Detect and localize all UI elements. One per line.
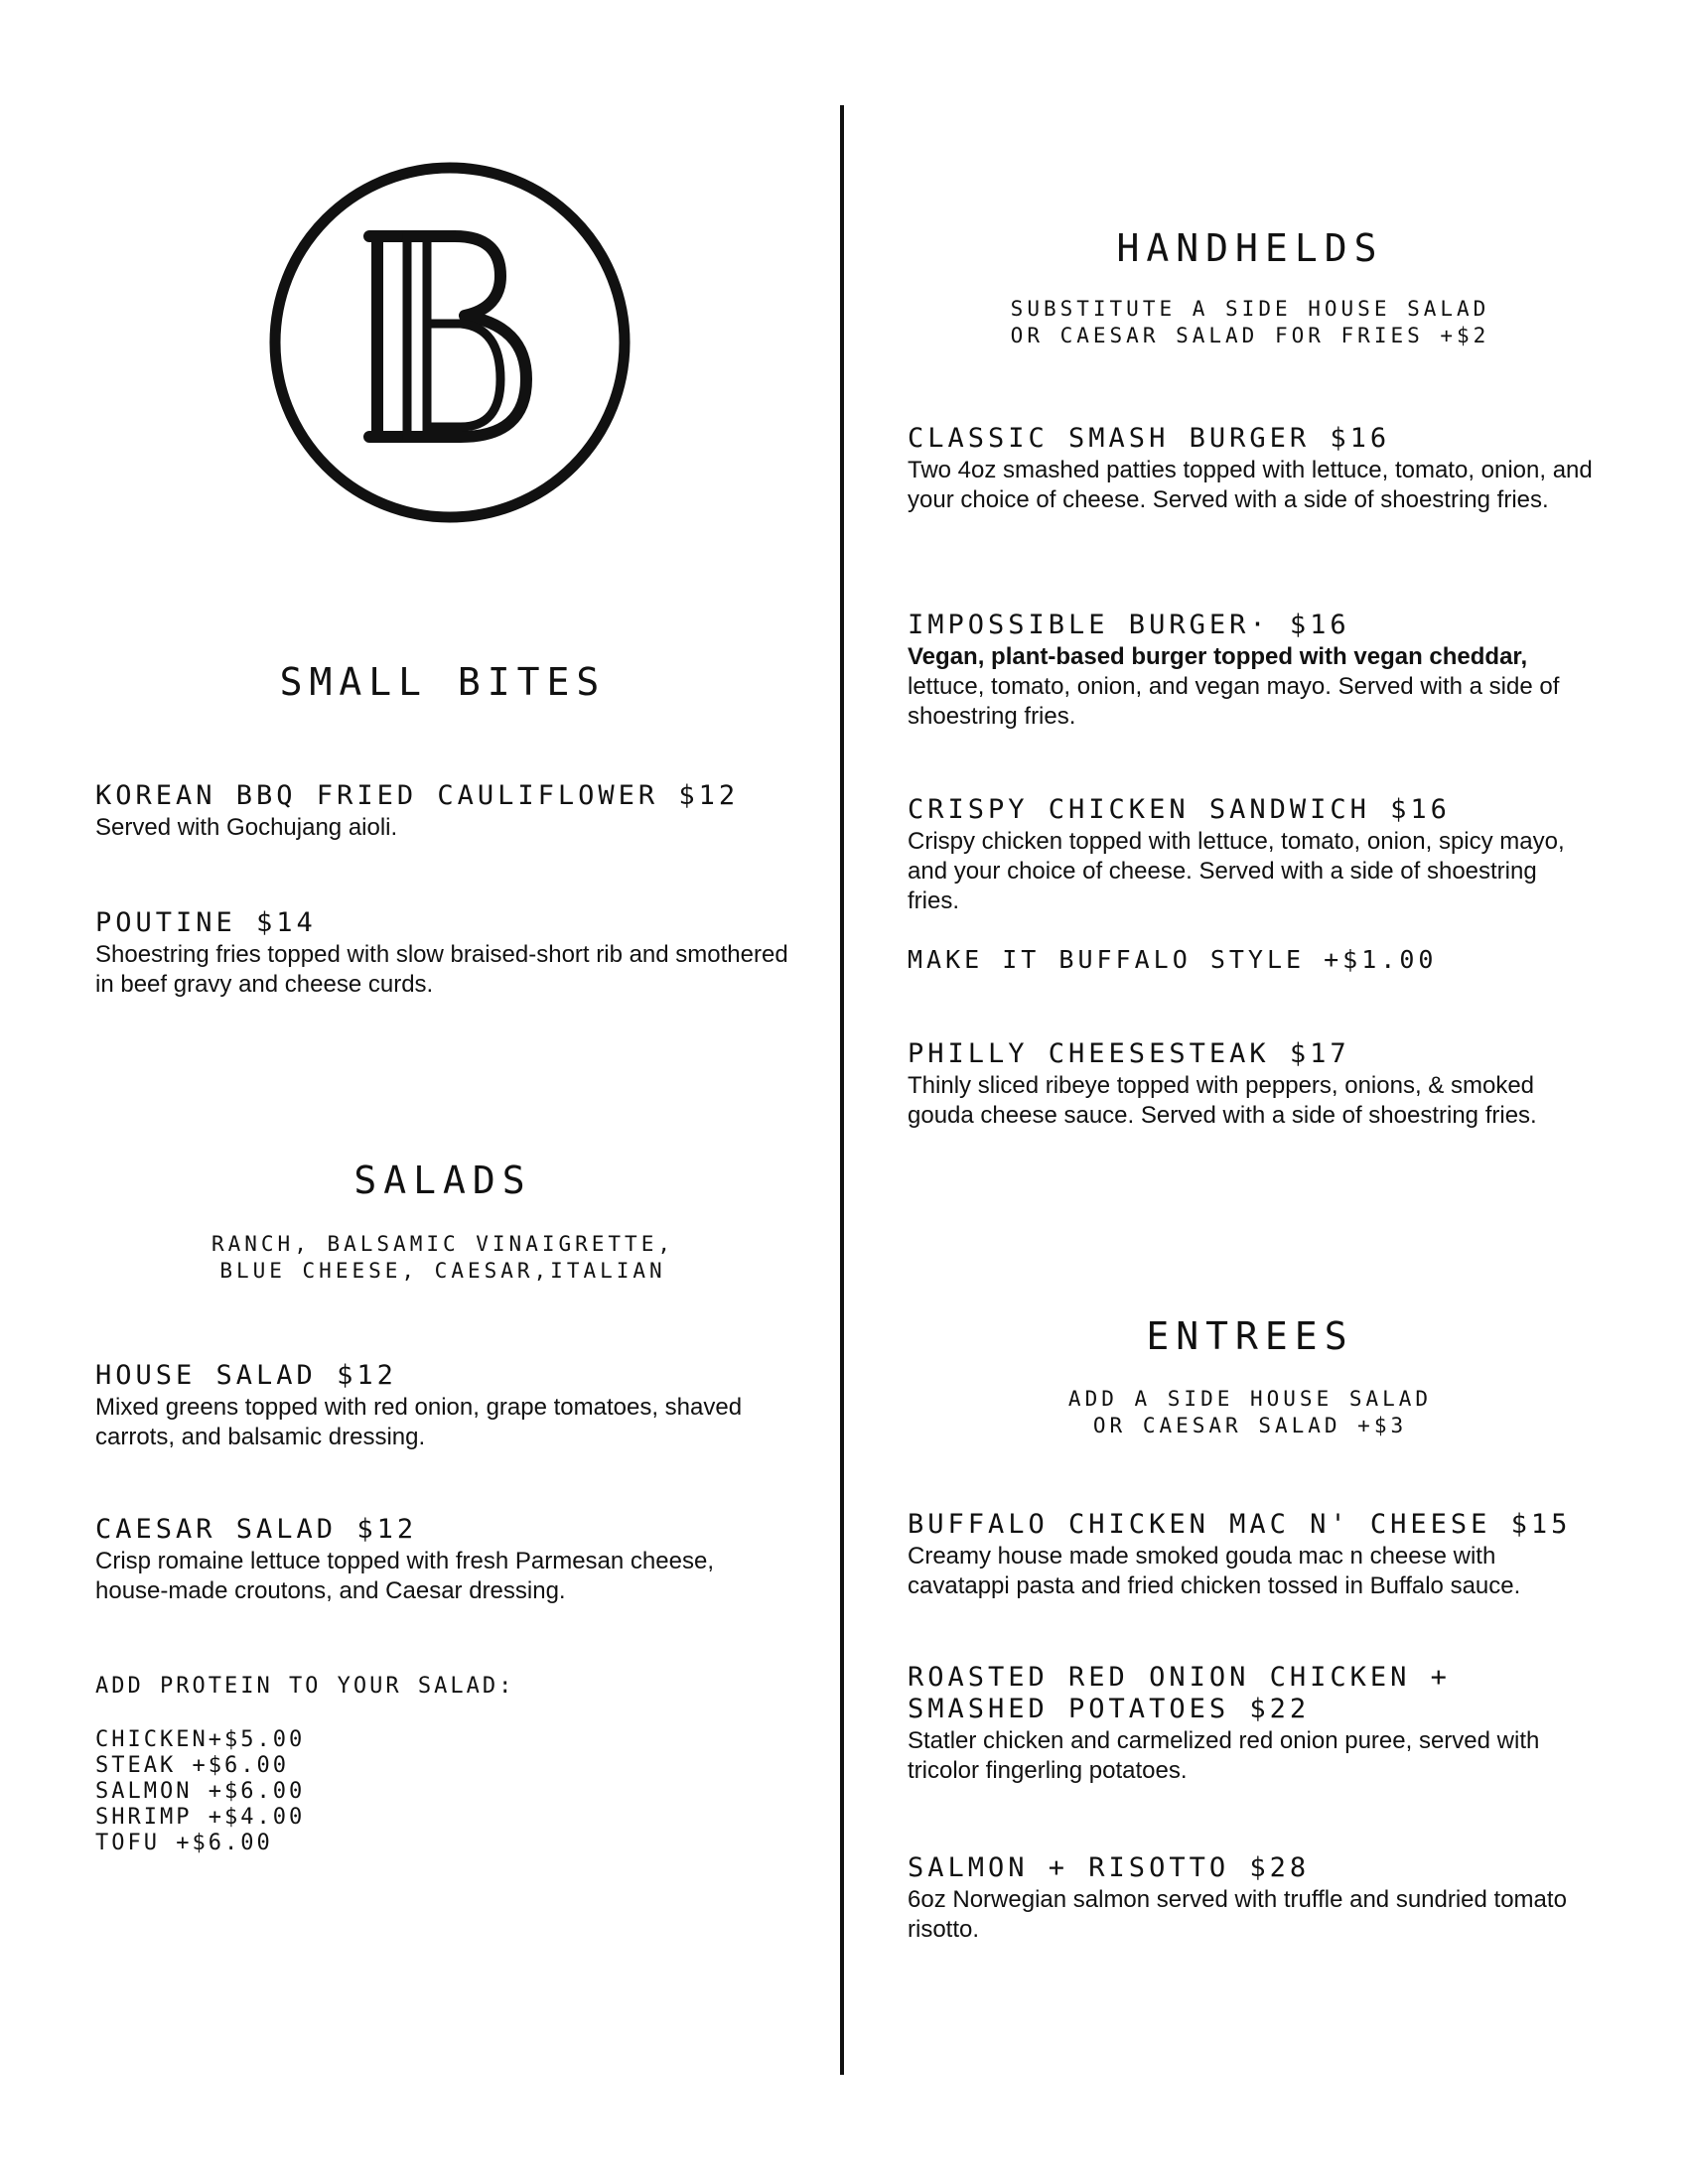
menu-item — [908, 610, 1593, 732]
b-monogram-logo — [266, 159, 633, 526]
handhelds-note-line: SUBSTITUTE A SIDE HOUSE SALAD — [1010, 297, 1490, 321]
protein-option: CHICKEN+$5.00 — [95, 1727, 306, 1752]
buffalo-style-option: MAKE IT BUFFALO STYLE +$1.00 — [908, 945, 1438, 974]
menu-item — [908, 1038, 1593, 1131]
item-description: Mixed greens topped with red onion, grape tomatoes, shaved carrots, and balsamic dressing. — [95, 1394, 743, 1450]
protein-option: SHRIMP +$4.00 — [95, 1805, 306, 1830]
item-description: Crispy chicken topped with lettuce, tomato, onion, spicy mayo, and your choice of cheese. Served with a side of shoestring fries. — [908, 828, 1565, 914]
handhelds-note — [908, 296, 1593, 349]
item-name: BUFFALO CHICKEN MAC N' CHEESE $15 — [908, 1509, 1572, 1540]
item-description: Creamy house made smoked gouda mac n cheese with cavatappi pasta and fried chicken tossed in Buffalo sauce. — [908, 1543, 1521, 1599]
menu-item — [95, 907, 790, 1000]
item-description: Statler chicken and carmelized red onion puree, served with tricolor fingerling potatoes. — [908, 1727, 1540, 1784]
item-name: ROASTED RED ONION CHICKEN + — [908, 1662, 1451, 1693]
item-name: HOUSE SALAD $12 — [95, 1360, 397, 1391]
entrees-title: ENTREES — [1146, 1314, 1354, 1358]
entrees-note-line: OR CAESAR SALAD +$3 — [1092, 1414, 1408, 1437]
item-name: CRISPY CHICKEN SANDWICH $16 — [908, 794, 1451, 825]
item-description: Two 4oz smashed patties topped with lettuce, tomato, onion, and your choice of cheese. Served with a side of shoestring fries. — [908, 457, 1593, 513]
entrees-note-line: ADD A SIDE HOUSE SALAD — [1067, 1387, 1433, 1411]
item-description — [908, 642, 1593, 732]
item-name: CLASSIC SMASH BURGER $16 — [908, 423, 1391, 454]
dressings-note-line: RANCH, BALSAMIC VINAIGRETTE, — [211, 1232, 674, 1256]
dressings-note-line: BLUE CHEESE, CAESAR,ITALIAN — [219, 1259, 666, 1283]
protein-list — [95, 1727, 305, 1856]
column-divider — [840, 105, 844, 2075]
item-description: 6oz Norwegian salmon served with truffle and sundried tomato risotto. — [908, 1886, 1567, 1943]
handhelds-title: HANDHELDS — [1116, 226, 1384, 270]
menu-item — [95, 1514, 790, 1606]
item-name: IMPOSSIBLE BURGER· $16 — [908, 610, 1350, 640]
protein-heading: ADD PROTEIN TO YOUR SALAD: — [95, 1674, 515, 1699]
item-description: Shoestring fries topped with slow braised-short rib and smothered in beef gravy and cheese curds. — [95, 941, 788, 998]
menu-item — [908, 1509, 1603, 1601]
protein-option: SALMON +$6.00 — [95, 1779, 306, 1804]
menu-item — [908, 1852, 1593, 1945]
menu-item — [908, 794, 1593, 916]
item-description: Served with Gochujang aioli. — [95, 814, 398, 841]
item-description-bold: Vegan, plant-based burger topped with vegan cheddar, — [908, 643, 1528, 670]
menu-item — [908, 423, 1593, 515]
item-description: Crisp romaine lettuce topped with fresh Parmesan cheese, house-made croutons, and Caesar dressing. — [95, 1548, 714, 1604]
handhelds-note-line: OR CAESAR SALAD FOR FRIES +$2 — [1010, 324, 1490, 347]
item-name: PHILLY CHEESESTEAK $17 — [908, 1038, 1350, 1069]
small-bites-title: SMALL BITES — [279, 660, 607, 704]
item-name: SMASHED POTATOES $22 — [908, 1694, 1311, 1724]
protein-option: TOFU +$6.00 — [95, 1831, 273, 1855]
item-name: SALMON + RISOTTO $28 — [908, 1852, 1311, 1883]
item-description: Thinly sliced ribeye topped with peppers, onions, & smoked gouda cheese sauce. Served with a side of shoestring fries. — [908, 1072, 1537, 1129]
entrees-note — [908, 1386, 1593, 1439]
item-description-rest: lettuce, tomato, onion, and vegan mayo. Served with a side of shoestring fries. — [908, 673, 1560, 730]
menu-item — [95, 780, 790, 843]
item-name: KOREAN BBQ FRIED CAULIFLOWER $12 — [95, 780, 740, 811]
menu-item — [908, 1662, 1593, 1786]
salads-title: SALADS — [353, 1159, 532, 1202]
menu-item — [95, 1360, 790, 1452]
protein-option: STEAK +$6.00 — [95, 1753, 289, 1778]
item-name: POUTINE $14 — [95, 907, 317, 938]
item-name: CAESAR SALAD $12 — [95, 1514, 418, 1545]
dressings-note — [95, 1231, 790, 1285]
